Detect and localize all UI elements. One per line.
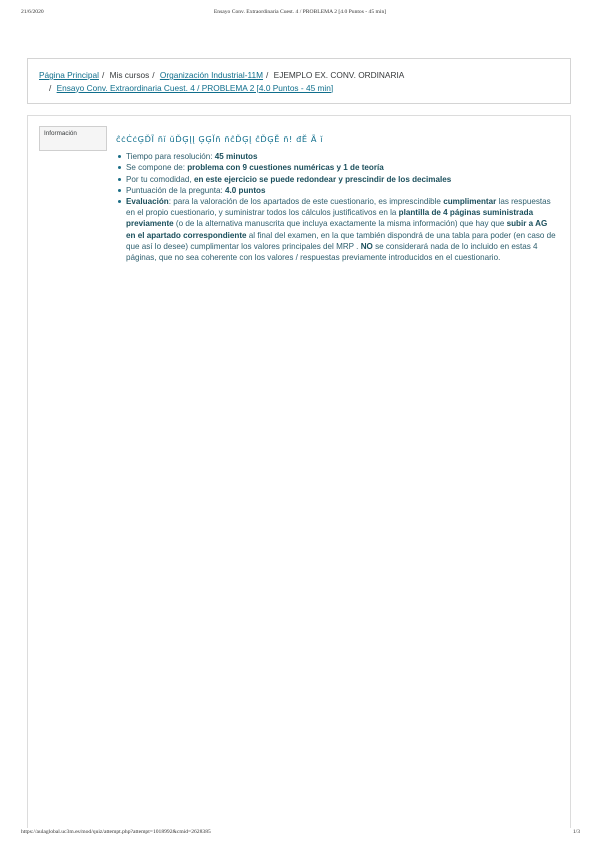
print-date: 21/6/2020 [21, 9, 44, 15]
evaluation-item: Evaluación: para la valoración de los apartados de este cuestionario, es imprescindible cumplimentar las respuestas en el propio cuestionario, y suministrar todos los cálculos justificativos en la plantilla de 4 páginas suministrada previamente (o de la alternativa manuscrita que incluya exactamente la misma información) que hay que subir a AG en el apartado correspondiente al final del examen, en la que también dispondrá de una tabla para poder (en caso de que así lo desee) cumplimentar los valores principales del MRP . NO se considerará nada de lo incluido en estas 4 páginas, que no sea coherente con los valores / respuestas previamente introducidos en el cuestionario. [126, 197, 556, 263]
breadcrumb-section: EJEMPLO EX. CONV. ORDINARIA [273, 70, 405, 80]
breadcrumb-my-courses: Mis cursos [109, 70, 150, 80]
info-label: Información [44, 130, 77, 137]
question-heading: ĉċĊċĢĎĨ ñĭ ŭĎĢĮĮ ĢĢĬñ ñĉĎĢĮ ĉĎĢĔ ñ! đĔ Ã ĭ [116, 134, 324, 144]
breadcrumb-separator: / [266, 70, 269, 80]
print-page-number: 1/3 [572, 829, 580, 835]
list-item: Por tu comodidad, en este ejercicio se puede redondear y prescindir de los decimales [126, 174, 556, 185]
breadcrumb-course-link[interactable]: Organización Industrial-11M [159, 70, 264, 80]
info-panel [39, 126, 107, 151]
question-list [116, 151, 556, 263]
breadcrumb-separator: / [152, 70, 155, 80]
breadcrumb-separator: / [49, 82, 52, 93]
list-item: Puntuación de la pregunta: 4.0 puntos [126, 185, 556, 196]
breadcrumb-quiz-link[interactable]: Ensayo Conv. Extraordinaria Cuest. 4 / PROBLEMA 2 [4.0 Puntos - 45 min] [56, 82, 334, 93]
print-title: Ensayo Conv. Extraordinaria Cuest. 4 / PROBLEMA 2 [4.0 Puntos - 45 min] [213, 9, 387, 15]
breadcrumb-home-link[interactable]: Página Principal [39, 70, 99, 80]
print-footer [0, 829, 600, 839]
list-item: Tiempo para resolución: 45 minutos [126, 151, 556, 162]
print-url: https://aulaglobal.uc3m.es/mod/quiz/attempt.php?attempt=1018992&cmid=2628385 [21, 829, 211, 835]
question-container [27, 115, 571, 828]
list-item: Se compone de: problema con 9 cuestiones numéricas y 1 de teoría [126, 162, 556, 173]
breadcrumb [27, 58, 571, 104]
question-text [116, 134, 556, 263]
breadcrumb-separator: / [101, 70, 105, 80]
print-header [0, 9, 600, 19]
